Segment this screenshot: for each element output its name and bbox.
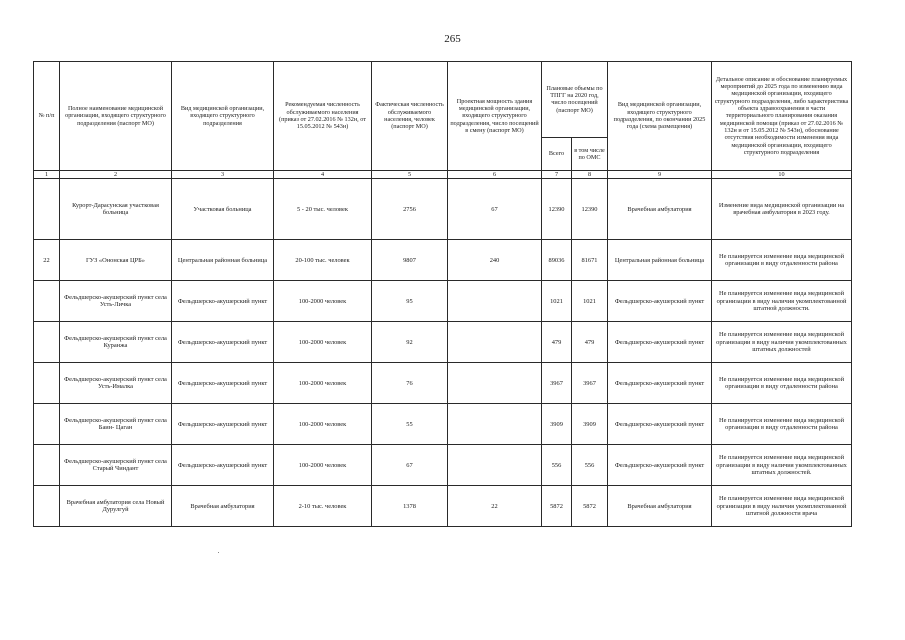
col-number: 9 bbox=[608, 171, 712, 179]
organization-name: Врачебная амбулатория села Новый Дурулгуй bbox=[60, 486, 172, 527]
type-2025: Врачебная амбулатория bbox=[608, 179, 712, 240]
header-recommended-population: Рекомендуемая численность обслуживаемого населения (приказ от 27.02.2016 № 132н, от 15.05.2012 № 543н) bbox=[274, 62, 372, 171]
type-2025: Фельдшерско-акушерский пункт bbox=[608, 445, 712, 486]
visits-total: 556 bbox=[542, 445, 572, 486]
description: Не планируется изменение вида медицинской организации в виду наличия укомплектованных штатных должностей bbox=[712, 322, 852, 363]
actual-population: 55 bbox=[372, 404, 448, 445]
col-number: 1 bbox=[34, 171, 60, 179]
organization-name: Фельдшерско-акушерский пункт села Баин- Цаган bbox=[60, 404, 172, 445]
design-capacity: 240 bbox=[448, 240, 542, 281]
col-number: 5 bbox=[372, 171, 448, 179]
design-capacity: 22 bbox=[448, 486, 542, 527]
organization-type: Фельдшерско-акушерский пункт bbox=[172, 281, 274, 322]
col-number: 7 bbox=[542, 171, 572, 179]
visits-oms: 556 bbox=[572, 445, 608, 486]
actual-population: 92 bbox=[372, 322, 448, 363]
row-number bbox=[34, 322, 60, 363]
organization-name: Фельдшерско-акушерский пункт села Усть-Личка bbox=[60, 281, 172, 322]
row-number bbox=[34, 486, 60, 527]
actual-population: 1378 bbox=[372, 486, 448, 527]
design-capacity bbox=[448, 363, 542, 404]
visits-oms: 12390 bbox=[572, 179, 608, 240]
column-numbers-row bbox=[34, 171, 852, 179]
header-actual-population: Фактическая численность обслуживаемого населения, человек (паспорт МО) bbox=[372, 62, 448, 171]
row-number bbox=[34, 445, 60, 486]
description: Изменение вида медицинской организации на врачебная амбулатория в 2023 году. bbox=[712, 179, 852, 240]
organization-type: Фельдшерско-акушерский пункт bbox=[172, 404, 274, 445]
visits-total: 3967 bbox=[542, 363, 572, 404]
header-description: Детальное описание и обоснование планируемых мероприятий до 2025 года по изменению вида медицинской организации, входящего структурного подразделения, либо характеристика объекта здравоохранения в части территориального планирования оказания медицинской помощи (приказ от 27.02.2016 № 132н и от 15.05.2012 № 543н), обоснование отсутствия необходимости изменения вида медицинской организации, входящего структурного подразделения bbox=[712, 62, 852, 171]
table-row bbox=[34, 404, 852, 445]
visits-oms: 81671 bbox=[572, 240, 608, 281]
visits-oms: 479 bbox=[572, 322, 608, 363]
description: Не планируется изменение вида медицинской организации в виду наличия укомплектованной штатной должности. bbox=[712, 281, 852, 322]
header-planned-volumes: Плановые объемы по ТПГГ на 2020 год, число посещений (паспорт МО) bbox=[542, 62, 608, 138]
recommended-population: 5 - 20 тыс. человек bbox=[274, 179, 372, 240]
col-number: 10 bbox=[712, 171, 852, 179]
table-row bbox=[34, 363, 852, 404]
recommended-population: 100-2000 человек bbox=[274, 281, 372, 322]
header-organization-name: Полное наименование медицинской организации, входящего структурного подразделения (паспорт МО) bbox=[60, 62, 172, 171]
header-organization-type: Вид медицинской организации, входящего структурного подразделения bbox=[172, 62, 274, 171]
type-2025: Центральная районная больница bbox=[608, 240, 712, 281]
visits-total: 479 bbox=[542, 322, 572, 363]
recommended-population: 100-2000 человек bbox=[274, 445, 372, 486]
visits-oms: 3909 bbox=[572, 404, 608, 445]
actual-population: 2756 bbox=[372, 179, 448, 240]
header-total: Всего bbox=[542, 137, 572, 170]
organization-type: Центральная районная больница bbox=[172, 240, 274, 281]
actual-population: 9807 bbox=[372, 240, 448, 281]
col-number: 2 bbox=[60, 171, 172, 179]
scan-speck bbox=[218, 552, 219, 553]
recommended-population: 2-10 тыс. человек bbox=[274, 486, 372, 527]
design-capacity bbox=[448, 445, 542, 486]
medical-organizations-table bbox=[33, 61, 852, 527]
organization-name: Фельдшерско-акушерский пункт села Старый Чиндант bbox=[60, 445, 172, 486]
header-oms: в том числе по ОМС bbox=[572, 137, 608, 170]
recommended-population: 100-2000 человек bbox=[274, 322, 372, 363]
organization-type: Врачебная амбулатория bbox=[172, 486, 274, 527]
actual-population: 76 bbox=[372, 363, 448, 404]
organization-name: Фельдшерско-акушерский пункт села Усть-Ималка bbox=[60, 363, 172, 404]
row-number bbox=[34, 404, 60, 445]
organization-type: Участковая больница bbox=[172, 179, 274, 240]
design-capacity: 67 bbox=[448, 179, 542, 240]
design-capacity bbox=[448, 322, 542, 363]
page-number: 265 bbox=[444, 33, 461, 45]
table-row bbox=[34, 445, 852, 486]
organization-name: Курорт-Дарасунская участковая больница bbox=[60, 179, 172, 240]
visits-oms: 5872 bbox=[572, 486, 608, 527]
type-2025: Фельдшерско-акушерский пункт bbox=[608, 363, 712, 404]
row-number bbox=[34, 363, 60, 404]
recommended-population: 100-2000 человек bbox=[274, 404, 372, 445]
row-number bbox=[34, 281, 60, 322]
visits-total: 3909 bbox=[542, 404, 572, 445]
col-number: 6 bbox=[448, 171, 542, 179]
type-2025: Фельдшерско-акушерский пункт bbox=[608, 322, 712, 363]
description: Не планируется изменение вида медицинской организации в виду отдаленности района bbox=[712, 240, 852, 281]
recommended-population: 20-100 тыс. человек bbox=[274, 240, 372, 281]
header-design-capacity: Проектная мощность здания медицинской организации, входящего структурного подразделения, число посещений в смену (паспорт МО) bbox=[448, 62, 542, 171]
recommended-population: 100-2000 человек bbox=[274, 363, 372, 404]
organization-type: Фельдшерско-акушерский пункт bbox=[172, 445, 274, 486]
organization-name: ГУЗ «Ононская ЦРБ» bbox=[60, 240, 172, 281]
design-capacity bbox=[448, 281, 542, 322]
table-row bbox=[34, 281, 852, 322]
organization-type: Фельдшерско-акушерский пункт bbox=[172, 363, 274, 404]
description: Не планируется изменение вида медицинской организации в виду отдаленности района bbox=[712, 363, 852, 404]
visits-total: 89036 bbox=[542, 240, 572, 281]
header-type-2025: Вид медицинской организации, входящего структурного подразделения, по окончании 2025 года (схема размещения) bbox=[608, 62, 712, 171]
row-number bbox=[34, 179, 60, 240]
row-number: 22 bbox=[34, 240, 60, 281]
table-row bbox=[34, 486, 852, 527]
organization-name: Фельдшерско-акушерский пункт села Куранжа bbox=[60, 322, 172, 363]
table-row bbox=[34, 240, 852, 281]
description: Не планируется изменение вида медицинской организации в виду отдаленности района bbox=[712, 404, 852, 445]
type-2025: Фельдшерско-акушерский пункт bbox=[608, 404, 712, 445]
col-number: 4 bbox=[274, 171, 372, 179]
table-row bbox=[34, 179, 852, 240]
type-2025: Фельдшерско-акушерский пункт bbox=[608, 281, 712, 322]
description: Не планируется изменение вида медицинской организации в виду наличия укомплектованных штатных должностей. bbox=[712, 445, 852, 486]
organization-type: Фельдшерско-акушерский пункт bbox=[172, 322, 274, 363]
visits-total: 12390 bbox=[542, 179, 572, 240]
col-number: 8 bbox=[572, 171, 608, 179]
design-capacity bbox=[448, 404, 542, 445]
header-number: № п/п bbox=[34, 62, 60, 171]
visits-oms: 1021 bbox=[572, 281, 608, 322]
table-row bbox=[34, 322, 852, 363]
type-2025: Врачебная амбулатория bbox=[608, 486, 712, 527]
visits-oms: 3967 bbox=[572, 363, 608, 404]
visits-total: 1021 bbox=[542, 281, 572, 322]
description: Не планируется изменение вида медицинской организации в виду наличия укомплектованной штатной должности врача bbox=[712, 486, 852, 527]
visits-total: 5872 bbox=[542, 486, 572, 527]
col-number: 3 bbox=[172, 171, 274, 179]
actual-population: 95 bbox=[372, 281, 448, 322]
actual-population: 67 bbox=[372, 445, 448, 486]
